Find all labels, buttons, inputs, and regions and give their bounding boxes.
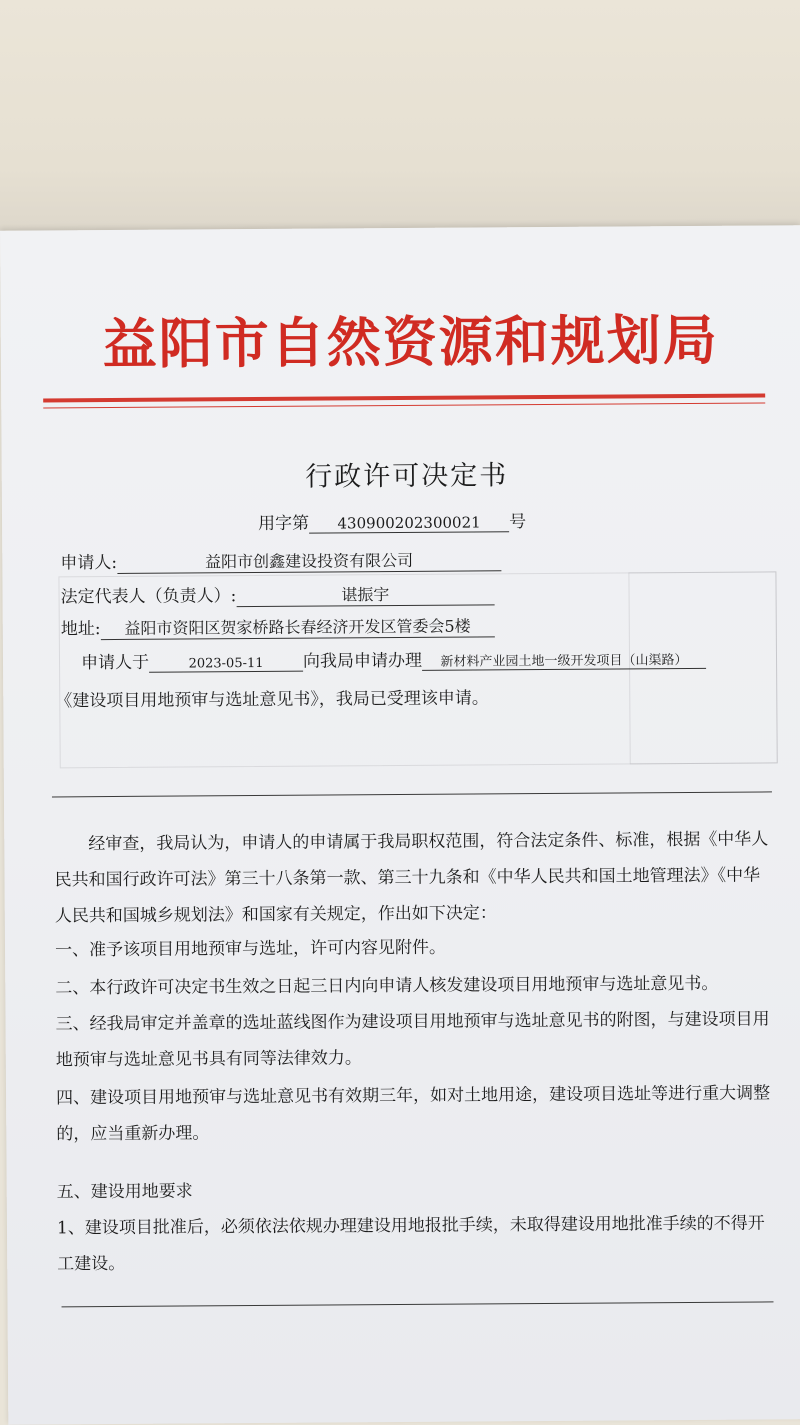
applicant-value: 益阳市创鑫建设投资有限公司 [117, 547, 501, 574]
agency-header: 益阳市自然资源和规划局 [102, 308, 720, 377]
decision-item-4: 四、建设项目用地预审与选址意见书有效期三年，如对土地用途，建设项目选址等进行重大调整的，应当重新办理。 [55, 1083, 771, 1145]
decision-item-2: 二、本行政许可决定书生效之日起三日内向申请人核发建设项目用地预审与选址意见书。 [55, 973, 719, 999]
apply-mid: 向我局申请办理 [302, 650, 423, 672]
review-paragraph: 经审查，我局认为，申请人的申请属于我局职权范围，符合法定条件、标准，根据《中华人民共和国行政许可法》第三十八条第一款、第三十九条和《中华人民共和国土地管理法》《中华人民共和国城乡规划法》和国家有关规定，作出如下决定： [54, 829, 769, 927]
document-page [0, 225, 800, 1425]
address-label: 地址: [60, 619, 101, 640]
apply-prefix: 申请人于 [80, 652, 150, 674]
application-line-2: 《建设项目用地预审与选址意见书》，我局已受理该申请。 [55, 688, 489, 712]
applicant-row [60, 545, 501, 574]
address-row [61, 611, 495, 640]
application-row [81, 644, 706, 673]
section-5-item-1: 1、建设项目批准后，必须依法依规办理建设用地报批手续，未取得建设用地批准手续的不得开工建设。 [56, 1213, 765, 1275]
project-name: 新材料产业园土地一级开发项目（山渠路） [422, 649, 706, 671]
decision-item-3: 三、经我局审定并盖章的选址蓝线图作为建设项目用地预审与选址意见书的附图，与建设项目用地预审与选址意见书具有同等法律效力。 [55, 1009, 770, 1071]
document-title: 行政许可决定书 [305, 460, 509, 493]
header-red-rule [43, 393, 765, 402]
apply-date: 2023-05-11 [149, 656, 303, 673]
address-value: 益阳市资阳区贺家桥路长春经济开发区管委会5楼 [100, 613, 494, 640]
background-wall [0, 0, 800, 240]
section-5-title: 五、建设用地要求 [56, 1181, 193, 1203]
ref-number: 430900202300021 [309, 513, 509, 533]
decision-item-1: 一、准予该项目用地预审与选址，许可内容见附件。 [54, 937, 447, 961]
section-divider [52, 791, 772, 797]
reference-number-row [258, 507, 526, 534]
bottom-divider [62, 1301, 774, 1307]
header-red-rule-thin [43, 402, 765, 408]
representative-label: 法定代表人（负责人）: [60, 586, 237, 608]
ref-suffix: 号 [508, 512, 527, 533]
applicant-label: 申请人: [60, 552, 118, 574]
representative-value: 谌振宇 [236, 581, 494, 607]
ref-prefix: 用字第 [257, 513, 310, 534]
representative-row [60, 579, 494, 608]
